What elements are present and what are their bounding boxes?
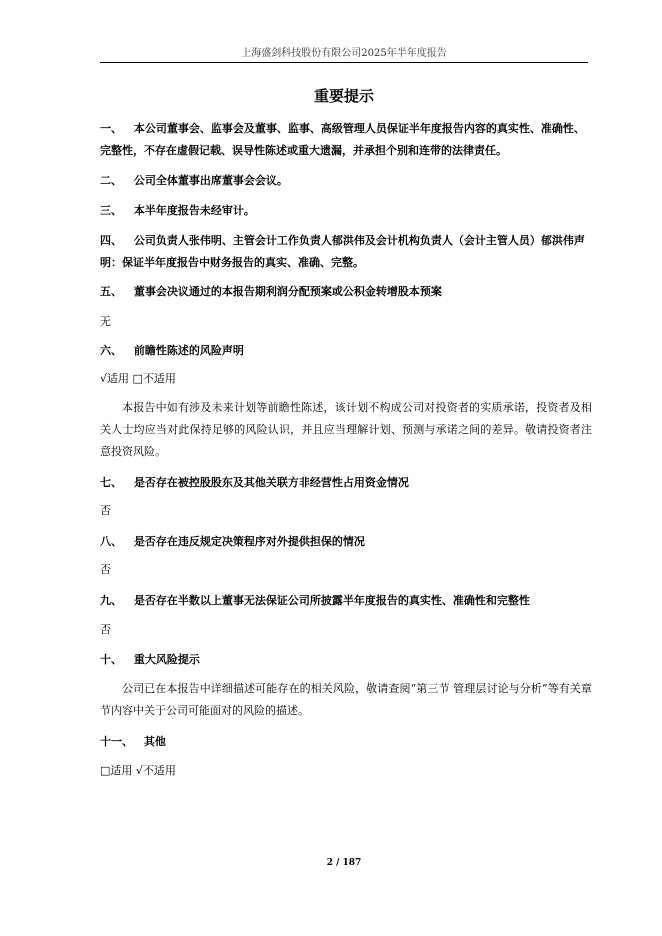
item-9-answer: 否 [100,623,111,636]
item-text: 是否存在半数以上董事无法保证公司所披露半年度报告的真实性、准确性和完整性 [133,594,530,607]
item-number: 五、 [100,285,122,298]
item-text: 其他 [143,735,166,748]
item-number: 三、 [100,204,122,217]
item-text: 公司负责人张伟明、主管会计工作负责人郁洪伟及会计机构负责人（会计主管人员）郁洪伟声明：保证半年度报告中财务报告的真实、准确、完整。 [100,234,585,269]
item-number: 十一、 [100,735,133,748]
item-text: 公司全体董事出席董事会会议。 [133,174,288,187]
item-number: 七、 [100,476,122,489]
page-number: 2 / 187 [326,858,362,868]
item-10-body: 公司已在本报告中详细描述可能存在的相关风险，敬请查阅“第三节 管理层讨论与分析”等有关章节内容中关于公司可能面对的风险的描述。 [100,682,592,717]
item-11 [100,731,592,753]
item-7 [100,472,592,494]
item-10 [100,649,592,671]
item-text: 本半年度报告未经审计。 [133,204,255,217]
item-8-answer: 否 [100,563,111,576]
item-2 [100,170,592,192]
item-9 [100,590,592,612]
item-text: 是否存在被控股股东及其他关联方非经营性占用资金情况 [133,476,409,489]
item-text: 本公司董事会、监事会及董事、监事、高级管理人员保证半年度报告内容的真实性、准确性、完整性，不存在虚假记载、误导性陈述或重大遗漏，并承担个别和连带的法律责任。 [100,122,585,157]
item-number: 一、 [100,122,122,135]
item-6-answer: √适用 □不适用 [100,372,176,385]
item-5 [100,281,592,303]
item-number: 二、 [100,174,122,187]
item-text: 董事会决议通过的本报告期利润分配预案或公积金转增股本预案 [133,285,442,298]
item-number: 六、 [100,344,122,357]
page-title: 重要提示 [313,87,374,105]
item-number: 十、 [100,653,122,666]
item-number: 四、 [100,234,122,247]
item-6-body: 本报告中如有涉及未来计划等前瞻性陈述，该计划不构成公司对投资者的实质承诺，投资者及相关人士均应当对此保持足够的风险认识，并且应当理解计划、预测与承诺之间的差异。敬请投资者注意投资风险。 [100,401,592,458]
item-11-answer: □适用 √不适用 [100,764,176,777]
item-text: 重大风险提示 [133,653,200,666]
item-8 [100,531,592,553]
item-7-answer: 否 [100,504,111,517]
item-5-answer: 无 [100,315,111,328]
page-header: 上海盛剑科技股份有限公司2025年半年度报告 [241,48,447,59]
item-text: 前瞻性陈述的风险声明 [133,344,244,357]
item-6 [100,340,592,362]
item-4 [100,230,592,274]
item-number: 八、 [100,535,122,548]
header-rule [100,62,588,63]
item-3 [100,200,592,222]
item-text: 是否存在违反规定决策程序对外提供担保的情况 [133,535,365,548]
item-number: 九、 [100,594,122,607]
item-1 [100,118,592,162]
